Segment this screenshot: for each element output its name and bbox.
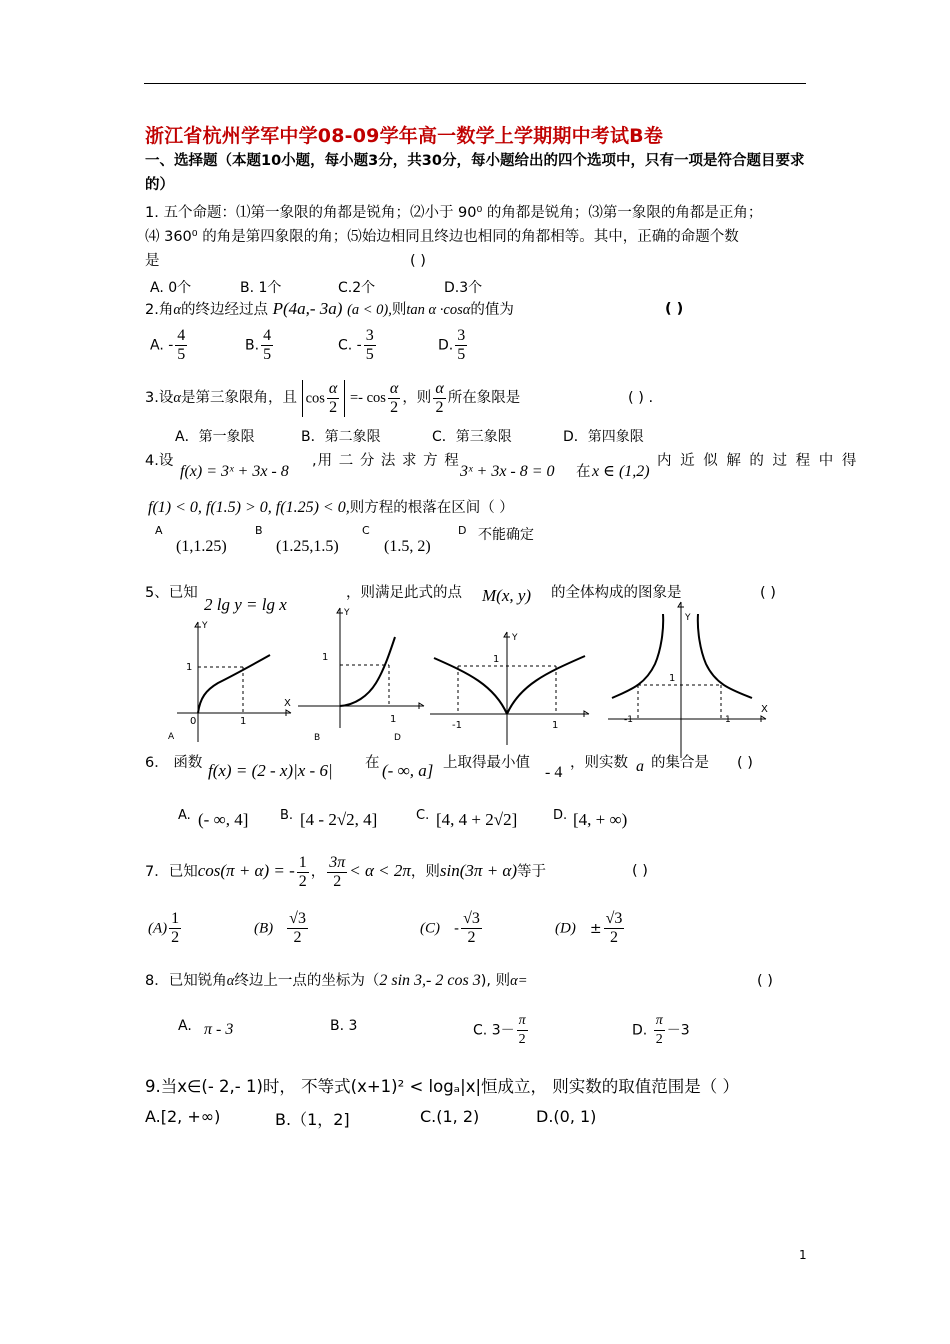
q8-answer-paren: ( ) (757, 973, 773, 989)
q8-option-a-value: π - 3 (204, 1021, 234, 1038)
q3-option-d: D．第四象限 (563, 429, 644, 445)
graph-d-y-label: Y (685, 613, 691, 623)
q7-lead: 7．已知 (145, 864, 198, 880)
graph-c-tick-xneg1: -1 (452, 720, 462, 731)
q4-text1: ,用 二 分 法 求 方 程 (312, 453, 460, 469)
graph-c-tick-y1: 1 (493, 654, 500, 665)
q2-option-c-den: 5 (365, 346, 374, 363)
q7-den1: 2 (298, 872, 307, 890)
q7-option-d-sign: ± (589, 920, 602, 937)
q7-option-b-label: (B) (254, 920, 274, 937)
q2-option-c-label: C. - (338, 337, 362, 354)
q8-option-b-value: 3 (348, 1018, 358, 1034)
graph-d-tick-xneg1: -1 (624, 715, 633, 725)
graph-d-tick-y1: 1 (669, 673, 676, 684)
q7-option-b-num: √3 (289, 910, 306, 927)
q2-cond: (a < 0), (347, 302, 392, 318)
q8-alpha: α (226, 973, 235, 989)
q5-eqn: 2 lg y = lg x (204, 595, 287, 614)
q3-eq: =- cos (349, 390, 386, 406)
q6-func: f(x) = (2 - x)|x - 6| (208, 761, 333, 780)
q8-coord: 2 sin 3,- 2 cos 3 (379, 972, 481, 989)
q3-half-den: 2 (329, 398, 338, 416)
q7-option-b (254, 910, 310, 947)
q5-point: M(x, y) (482, 586, 532, 605)
q7-option-d-den: 2 (609, 929, 618, 946)
q1-option-a: A. 0个 (150, 280, 192, 296)
graph-a-x-label: X (284, 698, 291, 709)
q4-option-b-label: B (255, 524, 263, 537)
q3-half-den-2: 2 (390, 398, 399, 416)
q1-line1: 1. 五个命题：⑴第一象限的角都是锐角；⑵小于 90⁰ 的角都是锐角；⑶第一象限的角都是正角； (145, 205, 763, 221)
q4-func: f(x) = 3ˣ + 3x - 8 (180, 463, 289, 480)
q7-range: < α < 2π (349, 861, 411, 880)
q9-option-c: C.(1, 2) (420, 1107, 480, 1126)
q4-option-b-value: (1.25,1.5) (276, 538, 339, 555)
q8-lead: 8．已知锐角 (145, 973, 227, 989)
q4-option-a-label: A (155, 524, 163, 537)
graph-a-tick-y1: 1 (186, 662, 193, 673)
q2-option-c-num: 3 (365, 327, 374, 344)
graph-a-curve (198, 655, 270, 713)
q3-answer-paren: ( ) . (628, 390, 654, 406)
q6-in: 在 (365, 755, 380, 771)
q5-answer-paren: ( ) (760, 585, 776, 601)
q7-option-d (555, 910, 626, 947)
q4-option-c-value: (1.5, 2) (384, 538, 431, 555)
q7-den2: 2 (333, 872, 342, 890)
graph-c-tick-x1: 1 (552, 720, 559, 731)
q4-eqn: 3ˣ + 3x - 8 = 0 (460, 463, 555, 480)
q8-option-c-num: π (517, 1012, 528, 1031)
q2-option-b-den: 5 (263, 346, 272, 363)
graph-b-y-label: Y (344, 608, 350, 618)
q8-option-b (330, 1018, 357, 1034)
q2-suffix: 的值为 (470, 302, 514, 318)
graph-b-label-d: D (394, 733, 401, 743)
q9-option-a: A.[2, +∞) (145, 1107, 221, 1126)
q1-line2: ⑷ 360⁰ 的角是第四象限的角；⑸始边相同且终边也相同的角都相等。其中，正确的命题个数 (145, 229, 739, 245)
q2-option-a-num: 4 (177, 327, 186, 344)
q7-text2: 等于 (517, 864, 546, 880)
q7-cos: cos(π + α) = - (197, 861, 295, 880)
q8-option-d-label: D. (632, 1022, 648, 1039)
q6-option-a-value: (- ∞, 4] (198, 810, 249, 829)
q7-option-c-num: √3 (463, 910, 480, 927)
q4-lead: 4.设 (145, 453, 174, 469)
q6-option-c-value: [4, 4 + 2√2] (436, 810, 518, 829)
graph-b-curve (340, 637, 395, 706)
q5-graph-d (608, 602, 766, 758)
q3-option-c: C．第三象限 (432, 429, 512, 445)
q3-text2: ，则 (402, 390, 432, 406)
q6-answer-paren: ( ) (737, 755, 753, 771)
q3-half-num-3: α (435, 379, 444, 397)
q2-point: P(4a,- 3a) (272, 299, 343, 318)
q6-lead: 6． 函数 (145, 755, 203, 771)
q8-option-b-label: B. (330, 1018, 345, 1034)
q4-text2: 内 近 似 解 的 过 程 中 得 (657, 453, 859, 469)
graph-a-label: A (168, 732, 175, 742)
graph-c-y-label: Y (512, 633, 518, 643)
q6-option-d-value: [4, + ∞) (573, 810, 628, 829)
q7-text1: ，则 (410, 864, 440, 880)
q8-option-d-den: 2 (655, 1032, 663, 1047)
q8-option-c-value: 3－ (491, 1022, 515, 1039)
q7-option-a (148, 910, 183, 947)
q7-option-d-label: (D) (555, 920, 576, 937)
q1-option-b: B. 1个 (240, 280, 282, 296)
q7-option-c-label: (C) (420, 920, 440, 937)
page-number: 1 (799, 1248, 807, 1262)
q5-text1: ，则满足此式的点 (346, 585, 462, 601)
q2-expr: tan α ·cosα (406, 302, 471, 318)
graph-d-tick-x1: 1 (725, 715, 731, 725)
q2-option-a-label: A. - (150, 337, 174, 354)
q7-option-d-num: √3 (605, 910, 623, 927)
q7-option-a-label: (A) (148, 920, 168, 937)
q8-stem (145, 971, 527, 991)
graph-b-label: B (314, 733, 321, 743)
q2-option-d-label: D. (438, 337, 454, 354)
q7-answer-paren: ( ) (632, 863, 648, 879)
q6-option-c-label: C. (416, 808, 430, 823)
document-title: 浙江省杭州学军中学08-09学年高一数学上学期期中考试B卷 (145, 125, 664, 147)
q6-interval: (- ∞, a] (382, 761, 434, 780)
q8-option-d-num: π (654, 1012, 665, 1031)
q2-option-d-den: 5 (457, 346, 466, 363)
q7-stem (145, 851, 546, 892)
q5-text2: 的全体构成的图象是 (551, 585, 682, 601)
q3-half-num-2: α (389, 379, 399, 397)
q7-option-c-sign: - (454, 920, 460, 937)
q4-option-d-label: D (458, 524, 467, 537)
q8-option-d (632, 1012, 690, 1049)
q3-text1: 是第三象限角，且 (180, 390, 297, 406)
q8-tail: α= (510, 973, 528, 989)
q1-line3: 是 (145, 253, 160, 269)
q2-answer-paren: ( ) (665, 301, 684, 317)
q2-option-b-label: B. (245, 337, 260, 354)
q3-prefix: 3.设 (145, 390, 174, 406)
q4-in: 在 (576, 464, 591, 480)
q6-min: - 4 (545, 764, 563, 781)
graph-d-x-label: X (761, 704, 768, 715)
q2-then: 则 (391, 302, 407, 318)
q7-option-c (420, 910, 484, 947)
q5-graph-b (298, 608, 424, 728)
q4-domain: x ∈ (1,2) (592, 463, 650, 480)
q9-stem: 9.当x∈(- 2,- 1)时， 不等式(x+1)² < logₐ|x|恒成立， 则实数的取值范围是（ ） (145, 1077, 740, 1096)
q2-option-d-num: 3 (457, 327, 466, 344)
q7-option-c-den: 2 (467, 929, 476, 946)
q3-option-b: B．第二象限 (301, 429, 381, 445)
graph-b-tick-y1: 1 (322, 652, 329, 663)
section-heading: 一、选择题（本题10小题，每小题3分，共30分，每小题给出的四个选项中，只有一项是符合题目要求的） (145, 153, 805, 193)
q6-option-b-value: [4 - 2√2, 4] (300, 810, 378, 829)
q2-prefix: 2.角 (145, 302, 174, 318)
q9-option-b: B.（1，2] (275, 1110, 350, 1129)
q4-option-d-value: 不能确定 (478, 527, 534, 543)
q8-option-a-label: A. (178, 1018, 192, 1034)
q3-text3: 所在象限是 (447, 390, 521, 406)
q7-num1: 1 (298, 853, 307, 871)
q8-text2: ), 则 (480, 973, 511, 989)
q7-option-b-den: 2 (293, 929, 302, 946)
graph-a-origin: 0 (190, 716, 197, 727)
q4-option-c-label: C (362, 524, 370, 537)
q2-option-b-num: 4 (263, 327, 272, 344)
q1-answer-paren: ( ) (410, 253, 426, 269)
graph-a-y-label: Y (202, 621, 208, 631)
q7-expr: sin(3π + α) (439, 861, 517, 880)
q7-sep: ， (310, 864, 326, 880)
q2-option-a-den: 5 (177, 346, 186, 363)
q8-option-c-label: C. (473, 1022, 488, 1039)
q3-half-num: α (328, 379, 338, 397)
q4-text3: 则方程的根落在区间（ ） (349, 500, 514, 516)
q9-option-d: D.(0, 1) (536, 1107, 597, 1126)
q8-option-d-value: －3 (666, 1022, 690, 1039)
q3-half-den-3: 2 (435, 398, 444, 416)
q1-option-c: C.2个 (338, 280, 376, 296)
q6-a: a (636, 758, 644, 775)
q6-option-a-label: A. (178, 808, 191, 823)
q8-option-c-den: 2 (518, 1032, 526, 1047)
q6-text3: 的集合是 (651, 755, 709, 771)
q6-option-b-label: B. (280, 808, 294, 823)
q6-text2: ，则实数 (570, 755, 628, 771)
q4-option-a-value: (1,1.25) (176, 538, 227, 555)
q8-option-c (473, 1012, 530, 1049)
q3-cos: cos (305, 390, 325, 406)
q8-text1: 终边上一点的坐标为（ (234, 973, 380, 989)
q2-mid: 的终边经过点 (180, 302, 268, 318)
q5-lead: 5、已知 (145, 585, 198, 601)
q7-num2: 3π (329, 853, 346, 871)
q4-facts: f(1) < 0, f(1.5) > 0, f(1.25) < 0, (148, 499, 350, 516)
q1-option-d: D.3个 (444, 280, 483, 296)
graph-c-curve-right (507, 656, 585, 714)
q7-option-a-num: 1 (171, 910, 180, 927)
q7-option-a-den: 2 (171, 929, 180, 946)
q3-alpha: α (173, 390, 181, 406)
graph-b-tick-x1: 1 (390, 714, 397, 725)
q6-text1: 上取得最小值 (443, 755, 530, 771)
q6-option-d-label: D. (553, 808, 568, 823)
q2-alpha: α (173, 302, 181, 318)
q3-option-a: A．第一象限 (175, 429, 255, 445)
graph-a-tick-x1: 1 (240, 716, 247, 727)
